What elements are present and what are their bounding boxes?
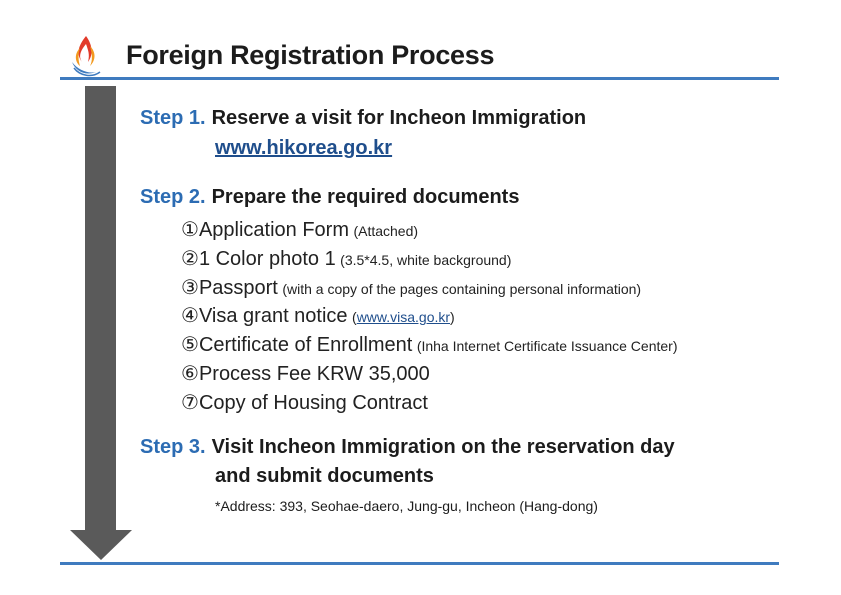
list-item (181, 244, 678, 273)
university-flame-logo-icon (66, 32, 106, 80)
step-2-label: Step 2. (140, 186, 206, 208)
item-number: ③ (181, 274, 199, 299)
list-item (181, 330, 678, 359)
step-3-title: Visit Incheon Immigration on the reservation day (211, 436, 675, 458)
document-note: (Attached) (353, 223, 419, 239)
document-name: 1 Color photo 1 (198, 247, 336, 270)
document-name: Application Form (198, 219, 349, 241)
item-number: ④ (181, 303, 199, 328)
document-name: Copy of Housing Contract (198, 391, 428, 414)
document-note-prefix: ( (352, 309, 357, 326)
page-title: Foreign Registration Process (126, 40, 495, 70)
list-item (181, 359, 678, 388)
visa-portal-link[interactable]: www.visa.go.kr (356, 309, 451, 326)
required-documents-list (181, 215, 678, 417)
hikorea-link[interactable]: www.hikorea.go.kr (215, 137, 393, 159)
step-3-label: Step 3. (140, 436, 206, 458)
step-1-heading (140, 107, 586, 130)
item-number: ① (181, 217, 199, 241)
step-1-label: Step 1. (140, 107, 206, 129)
item-number: ⑦ (181, 389, 199, 414)
item-number: ⑥ (181, 360, 199, 385)
list-item (181, 215, 678, 244)
document-note: (3.5*4.5, white background) (340, 251, 512, 268)
document-note: (Inha Internet Certificate Issuance Center) (416, 338, 678, 355)
step-3-title-continued: and submit documents (215, 465, 434, 487)
footer-divider (60, 562, 779, 565)
item-number: ② (181, 245, 199, 270)
item-number: ⑤ (181, 332, 199, 357)
document-note-suffix: ) (450, 309, 455, 326)
list-item (181, 388, 678, 417)
document-note: (with a copy of the pages containing personal information) (282, 280, 642, 297)
document-name: Process Fee KRW 35,000 (198, 362, 430, 385)
step-2-title: Prepare the required documents (211, 186, 520, 208)
list-item (181, 301, 678, 330)
list-item (181, 273, 678, 302)
step-2-heading (140, 186, 519, 209)
step-3-heading (140, 436, 675, 459)
step-1-title: Reserve a visit for Incheon Immigration (211, 107, 587, 129)
header-divider (60, 77, 779, 80)
down-arrow-icon (70, 86, 132, 560)
document-name: Visa grant notice (198, 305, 348, 328)
immigration-address: *Address: 393, Seohae-daero, Jung-gu, Incheon (Hang-dong) (215, 498, 598, 514)
document-name: Certificate of Enrollment (198, 334, 413, 357)
document-name: Passport (198, 276, 278, 299)
